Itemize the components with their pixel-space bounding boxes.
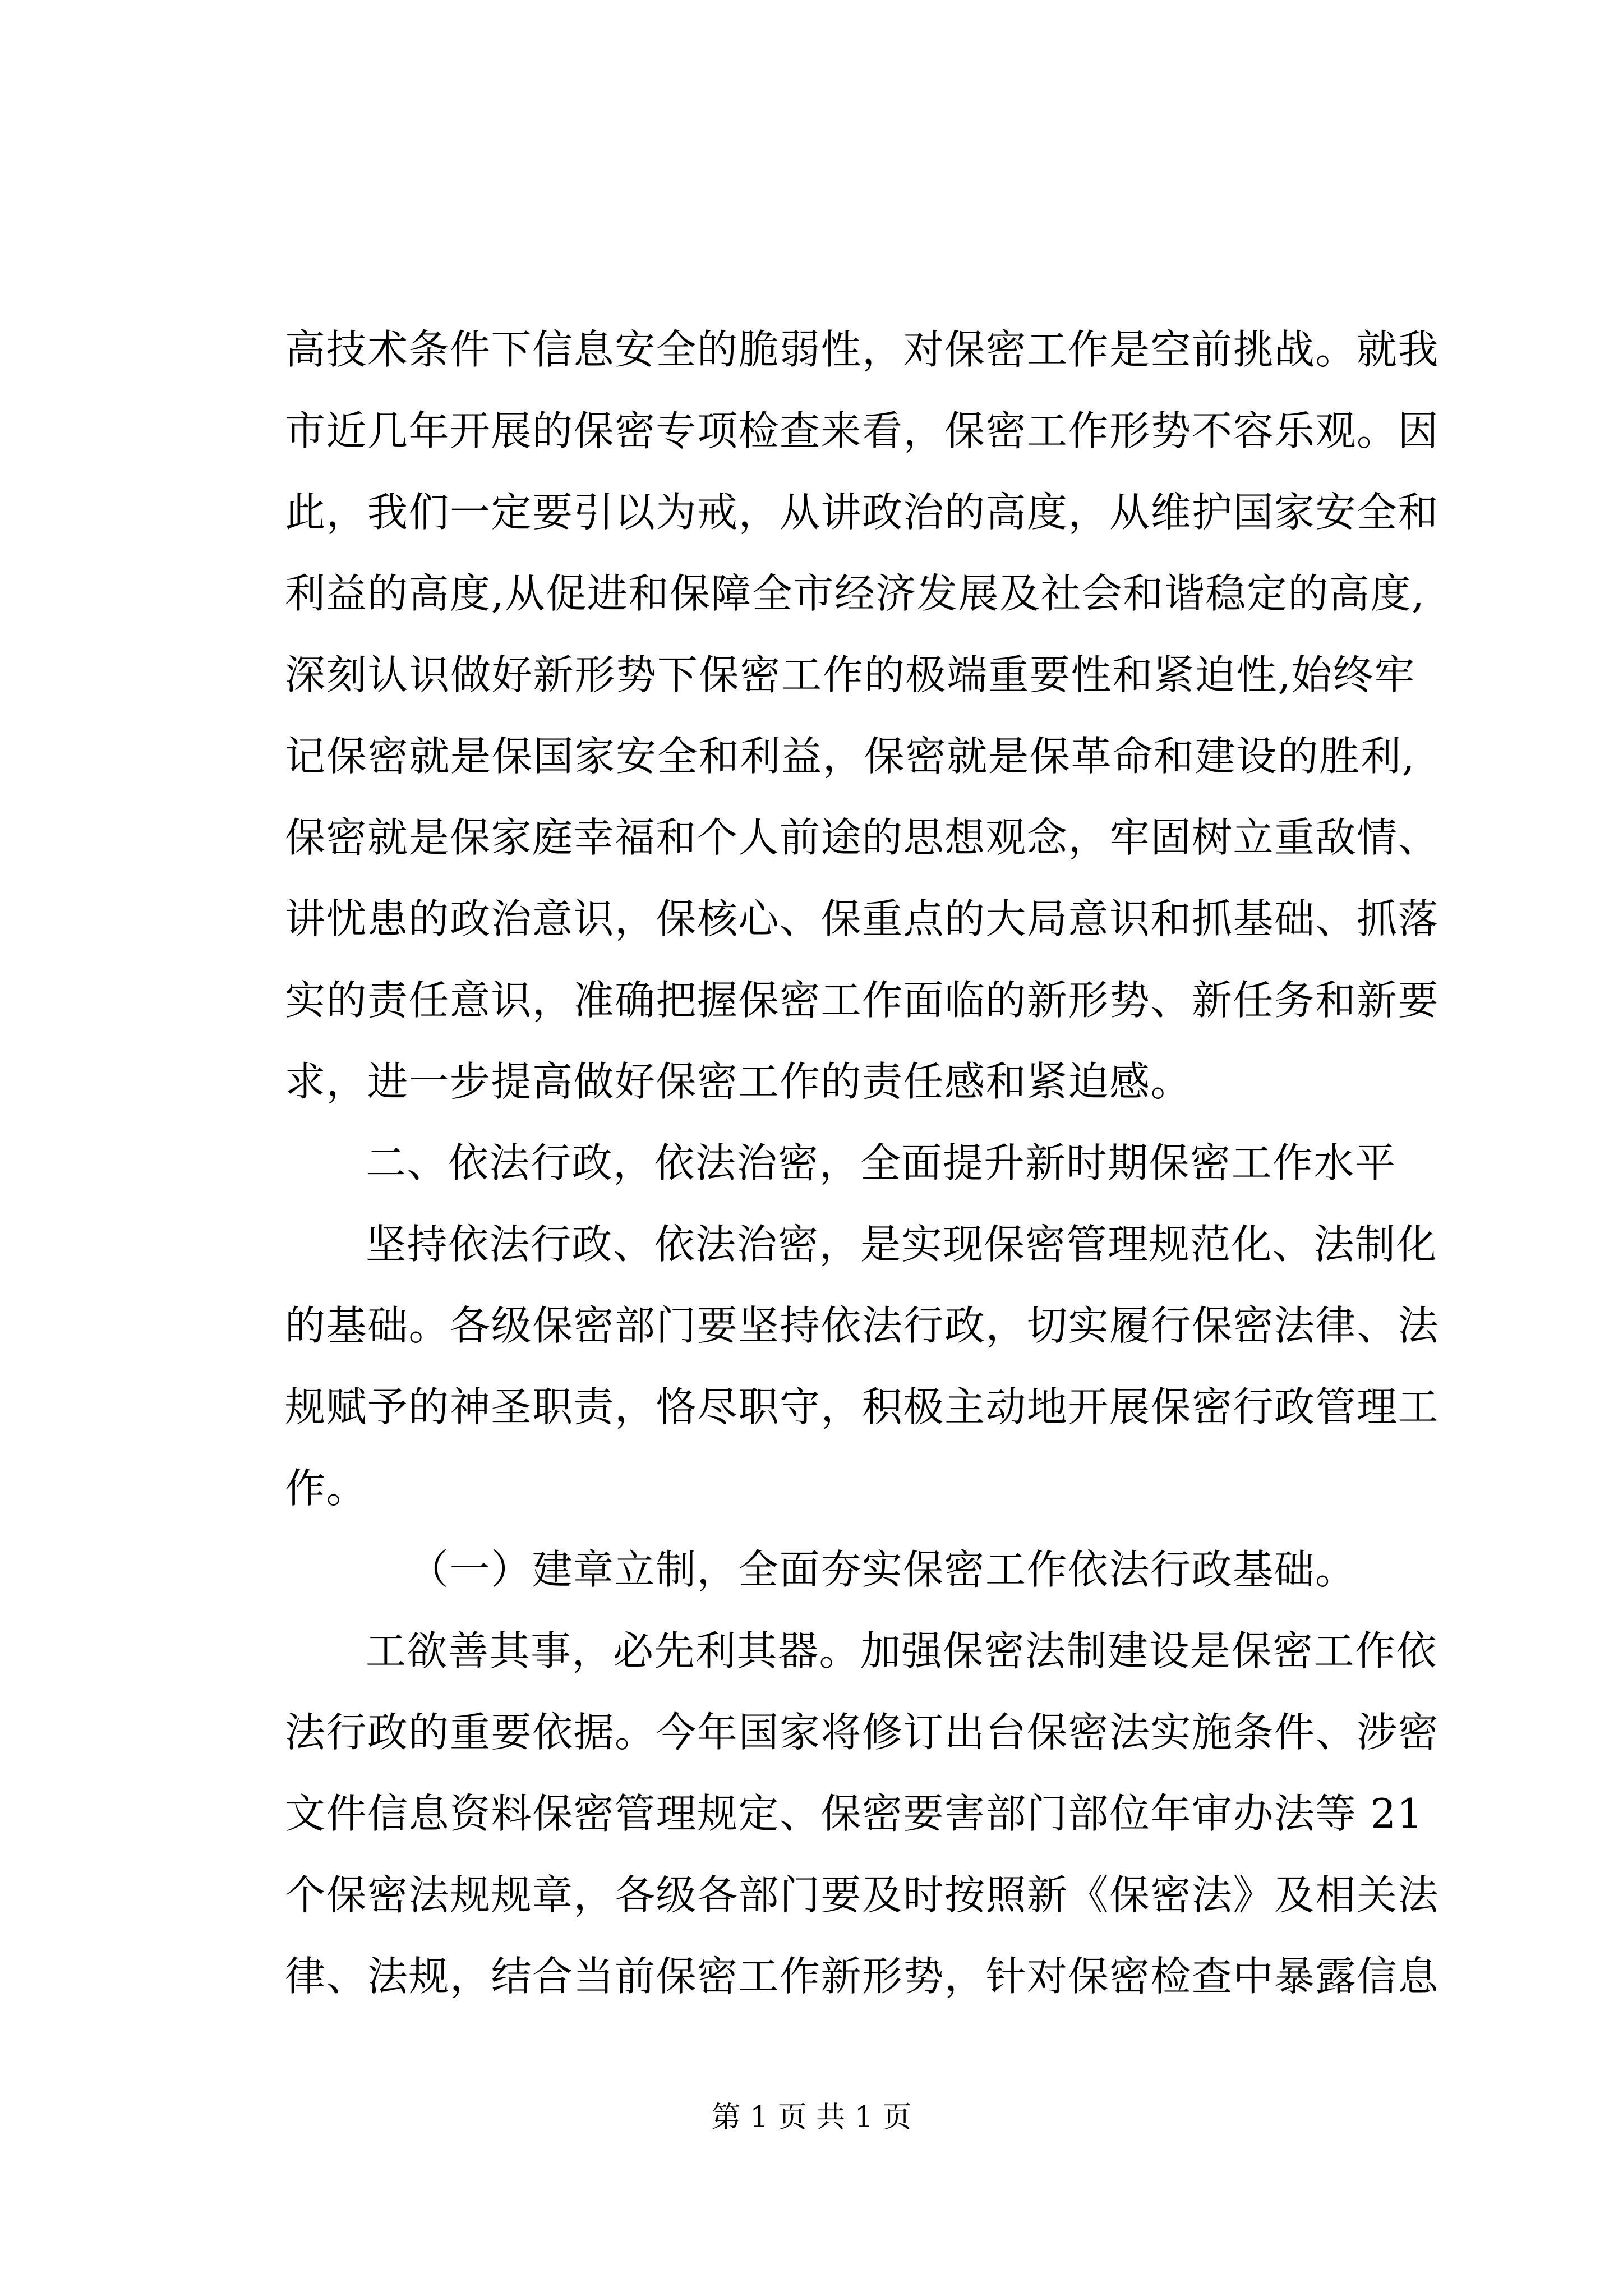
page-number-label: 第 1 页 共 1 页 xyxy=(711,2101,912,2134)
text-line: 此，我们一定要引以为戒，从讲政治的高度，从维护国家安全和 xyxy=(285,489,1440,536)
text-line: 市近几年开展的保密专项检查来看，保密工作形势不容乐观。因 xyxy=(285,407,1440,454)
text-line: 讲忧患的政治意识，保核心、保重点的大局意识和抓基础、抓落 xyxy=(285,895,1440,942)
text-line: 记保密就是保国家安全和利益，保密就是保革命和建设的胜利, xyxy=(285,733,1415,780)
section-heading: 二、依法行政，依法治密，全面提升新时期保密工作水平 xyxy=(366,1139,1396,1186)
document-body xyxy=(285,309,1440,2017)
text-line: 坚持依法行政、依法治密，是实现保密管理规范化、法制化 xyxy=(366,1221,1438,1268)
text-line: 作。 xyxy=(285,1465,368,1512)
text-line: 求，进一步提高做好保密工作的责任感和紧迫感。 xyxy=(285,1058,1192,1105)
text-line: 规赋予的神圣职责，恪尽职守，积极主动地开展保密行政管理工 xyxy=(285,1383,1440,1430)
subsection-heading: （一）建章立制，全面夯实保密工作依法行政基础。 xyxy=(408,1546,1357,1593)
text-line: 实的责任意识，准确把握保密工作面临的新形势、新任务和新要 xyxy=(285,977,1440,1024)
text-line: 保密就是保家庭幸福和个人前途的思想观念，牢固树立重敌情、 xyxy=(285,814,1440,861)
text-line: 的基础。各级保密部门要坚持依法行政，切实履行保密法律、法 xyxy=(285,1302,1440,1349)
text-line: 个保密法规规章，各级各部门要及时按照新《保密法》及相关法 xyxy=(285,1871,1440,1918)
page-footer xyxy=(0,2098,1623,2137)
text-line: 深刻认识做好新形势下保密工作的极端重要性和紧迫性,始终牢 xyxy=(285,651,1415,698)
text-line: 利益的高度,从促进和保障全市经济发展及社会和谐稳定的高度, xyxy=(285,570,1426,617)
text-line: 文件信息资料保密管理规定、保密要害部门部位年审办法等 21 xyxy=(285,1790,1424,1837)
text-line: 工欲善其事，必先利其器。加强保密法制建设是保密工作依 xyxy=(366,1627,1438,1674)
text-line: 法行政的重要依据。今年国家将修订出台保密法实施条件、涉密 xyxy=(285,1709,1440,1756)
text-line: 律、法规，结合当前保密工作新形势，针对保密检查中暴露信息 xyxy=(285,1953,1440,2000)
text-line: 高技术条件下信息安全的脆弱性，对保密工作是空前挑战。就我 xyxy=(285,326,1440,373)
